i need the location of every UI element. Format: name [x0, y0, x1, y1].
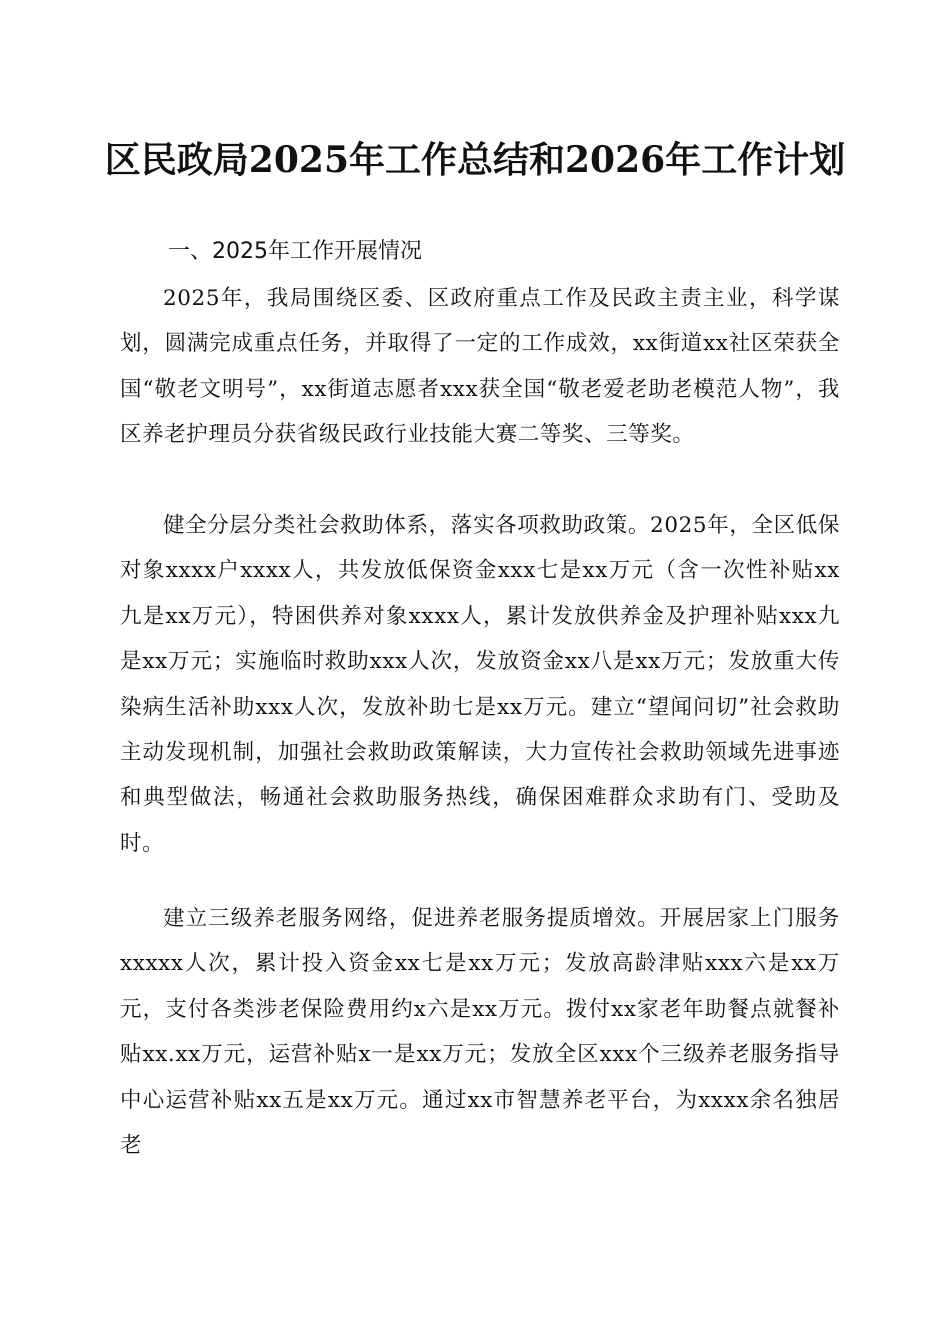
- paragraph-block: [120, 896, 840, 1168]
- paragraph-social-assistance: 健全分层分类社会救助体系，落实各项救助政策。2025年，全区低保对象xxxx户xxxx人，共发放低保资金xxx七是xx万元（含一次性补贴xx九是xx万元），特困供养对象xxxx人，累计发放供养金及护理补贴xxx九是xx万元；实施临时救助xxx人次，发放资金xx八是xx万元；发放重大传染病生活补助xxx人次，发放补助七是xx万元。建立“望闻问切”社会救助主动发现机制，加强社会救助政策解读，大力宣传社会救助领域先进事迹和典型做法，畅通社会救助服务热线，确保困难群众求助有门、受助及时。: [120, 513, 840, 856]
- paragraph-elderly-care: 建立三级养老服务网络，促进养老服务提质增效。开展居家上门服务xxxxx人次，累计投入资金xx七是xx万元；发放高龄津贴xxx六是xx万元，支付各类涉老保险费用约x六是xx万元。拨付xx家老年助餐点就餐补贴xx.xx万元，运营补贴x一是xx万元；发放全区xxx个三级养老服务指导中心运营补贴xx五是xx万元。通过xx市智慧养老平台，为xxxx余名独居老: [120, 906, 840, 1159]
- document-title: 区民政局2025年工作总结和2026年工作计划: [104, 139, 846, 181]
- section-heading: 一、2025年工作开展情况: [168, 239, 422, 264]
- paragraph-achievements: 2025年，我局围绕区委、区政府重点工作及民政主责主业，科学谋划，圆满完成重点任务，并取得了一定的工作成效，xx街道xx社区荣获全国“敬老文明号”，xx街道志愿者xxx获全国“敬老爱老助老模范人物”，我区养老护理员分获省级民政行业技能大赛二等奖、三等奖。: [120, 286, 840, 448]
- paragraph-block: [120, 276, 840, 458]
- paragraph-block: [120, 503, 840, 866]
